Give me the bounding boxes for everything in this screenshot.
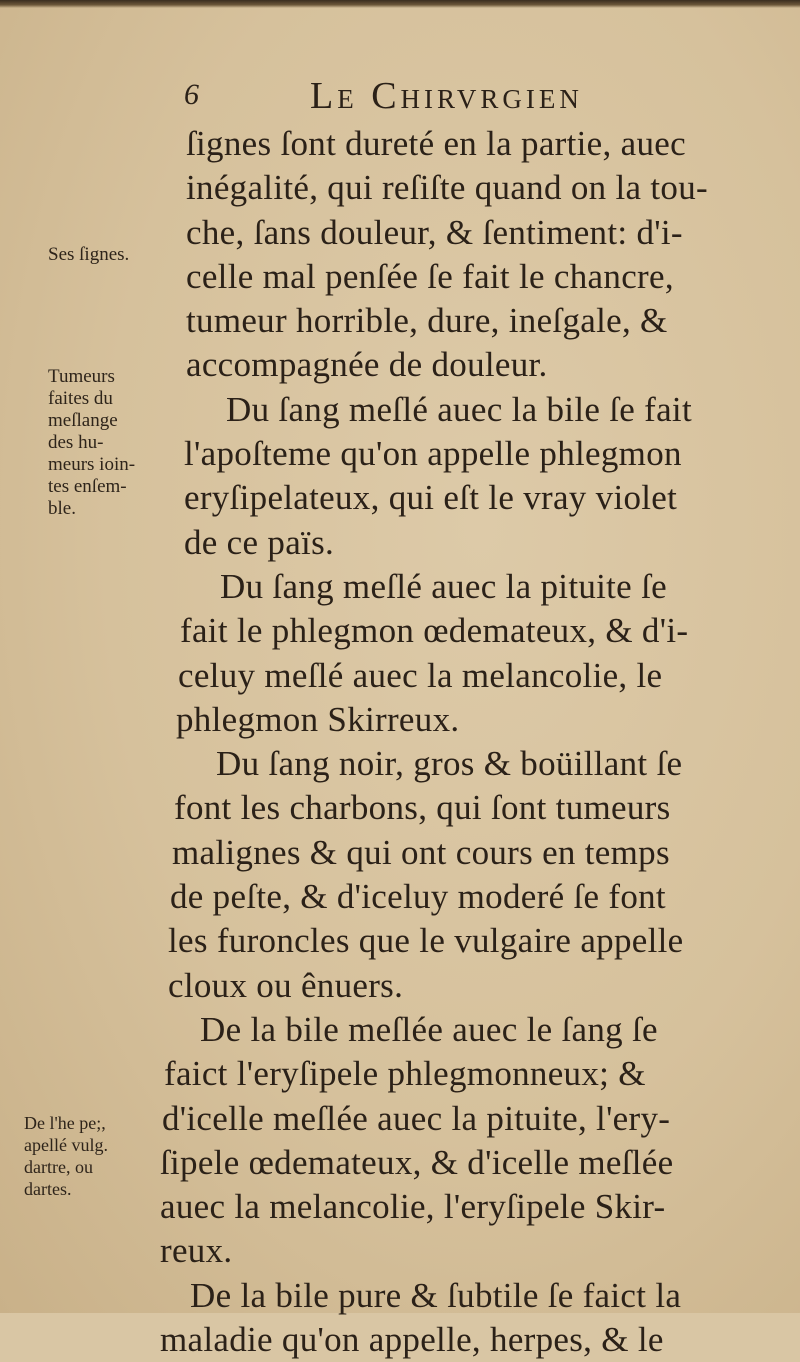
text-line: auec la melancolie, l'eryſipele Skir- (160, 1187, 666, 1227)
text-line: malignes & qui ont cours en temps (172, 832, 670, 872)
text-line: celle mal penſée ſe fait le chancre, (186, 256, 674, 296)
text-line: accompagnée de douleur. (186, 345, 548, 385)
text-line: De la bile pure & ſubtile ſe faict la (190, 1275, 682, 1315)
margin-note-line: ble. (48, 498, 76, 519)
text-line: phlegmon Skirreux. (176, 699, 460, 739)
text-line: celuy meſlé auec la melancolie, le (178, 655, 663, 695)
text-line: eryſipelateux, qui eſt le vray violet (184, 478, 678, 518)
margin-note-line: Tumeurs (48, 366, 115, 387)
margin-note-line: Ses ſignes. (48, 244, 130, 265)
text-line: ſignes ſont dureté en la partie, auec (186, 124, 686, 163)
margin-note-line: dartes. (24, 1179, 72, 1199)
text-line: fait le phlegmon œdemateux, & d'i- (180, 611, 689, 651)
margin-note-signes (48, 244, 129, 266)
body-text (160, 122, 775, 1362)
text-line: faict l'eryſipele phlegmonneux; & (164, 1054, 646, 1094)
text-line: De la bile meſlée auec le ſang ſe (200, 1009, 658, 1049)
text-line: reux. (160, 1231, 233, 1271)
text-line: d'icelle meſlée auec la pituite, l'ery- (162, 1098, 671, 1138)
text-line: tumeur horrible, dure, ineſgale, & (186, 301, 668, 341)
margin-note-tumeurs (48, 366, 135, 520)
text-line: maladie qu'on appelle, herpes, & le (160, 1320, 664, 1360)
text-line: de peſte, & d'iceluy moderé ſe font (170, 877, 666, 917)
text-line: che, ſans douleur, & ſentiment: d'i- (186, 212, 683, 252)
text-line: les furoncles que le vulgaire appelle (168, 921, 684, 961)
margin-note-line: tes enſem- (48, 476, 127, 497)
page-top-edge (0, 0, 800, 8)
page-number: 6 (184, 78, 199, 111)
text-line: l'apoſteme qu'on appelle phlegmon (184, 434, 682, 474)
running-head (184, 74, 654, 122)
margin-note-dartre (24, 1112, 108, 1200)
margin-note-line: faites du (48, 388, 113, 409)
text-line: inégalité, qui reſiſte quand on la tou- (186, 168, 708, 208)
text-line: cloux ou ênuers. (168, 965, 404, 1005)
text-line: Du ſang meſlé auec la bile ſe fait (226, 389, 692, 429)
margin-note-line: des hu- (48, 432, 104, 453)
margin-note-line: meurs ioin- (48, 454, 136, 475)
text-line: font les charbons, qui ſont tumeurs (174, 788, 671, 828)
running-title: Le Chirvrgien (310, 75, 583, 117)
text-line: de ce païs. (184, 522, 335, 562)
text-line: Du ſang noir, gros & boüillant ſe (216, 744, 683, 784)
text-line: Du ſang meſlé auec la pituite ſe (220, 566, 667, 606)
margin-note-line: dartre, ou (24, 1157, 93, 1177)
margin-note-line: apellé vulg. (24, 1135, 108, 1155)
margin-note-line: meſlange (48, 410, 118, 431)
margin-note-line: De l'he pe;, (24, 1113, 106, 1133)
text-line: ſipele œdemateux, & d'icelle meſlée (160, 1142, 674, 1182)
